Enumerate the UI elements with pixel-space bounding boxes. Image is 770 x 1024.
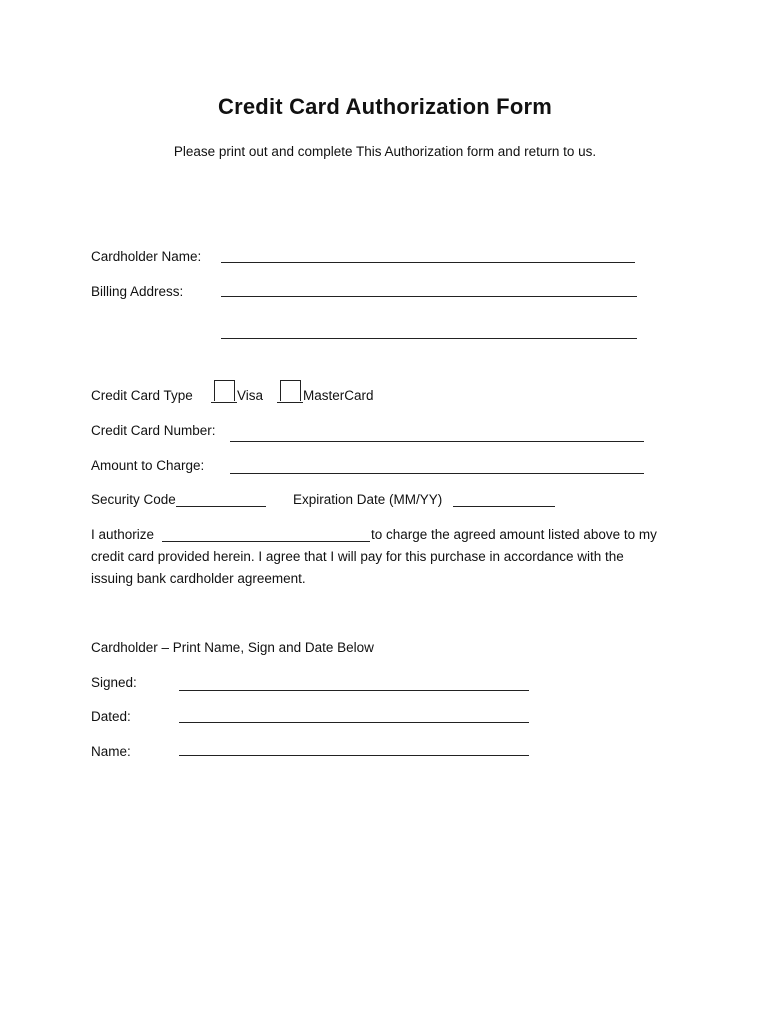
credit-card-number-field[interactable] <box>230 441 644 442</box>
billing-address-field-line1[interactable] <box>221 296 637 297</box>
authorized-party-field[interactable] <box>162 541 370 542</box>
expiration-date-field[interactable] <box>453 506 555 507</box>
credit-card-type-label: Credit Card Type <box>91 388 193 403</box>
amount-to-charge-field[interactable] <box>230 473 644 474</box>
visa-option-label: Visa <box>237 388 264 403</box>
dated-label: Dated: <box>91 709 131 724</box>
form-title: Credit Card Authorization Form <box>218 94 552 119</box>
signature-heading: Cardholder – Print Name, Sign and Date Below <box>91 640 374 655</box>
mastercard-checkbox[interactable] <box>280 380 301 401</box>
dated-field[interactable] <box>179 722 529 723</box>
visa-checkbox-underline <box>211 402 237 403</box>
security-code-label: Security Code <box>91 492 176 507</box>
form-subtitle: Please print out and complete This Authorization form and return to us. <box>173 144 597 159</box>
amount-to-charge-label: Amount to Charge: <box>91 458 205 473</box>
signed-label: Signed: <box>91 675 137 690</box>
name-label: Name: <box>91 744 131 759</box>
visa-checkbox[interactable] <box>214 380 235 401</box>
authorization-prefix: I authorize <box>91 527 155 542</box>
mastercard-option-label: MasterCard <box>303 388 374 403</box>
signed-field[interactable] <box>179 690 529 691</box>
expiration-date-label: Expiration Date (MM/YY) <box>293 492 443 507</box>
billing-address-field-line2[interactable] <box>221 338 637 339</box>
cardholder-name-field[interactable] <box>221 262 635 263</box>
security-code-field[interactable] <box>176 506 266 507</box>
name-field[interactable] <box>179 755 529 756</box>
mastercard-checkbox-underline <box>277 402 303 403</box>
cardholder-name-label: Cardholder Name: <box>91 249 202 264</box>
authorization-line2: credit card provided herein. I agree that I will pay for this purchase in accordance with the <box>91 549 624 564</box>
authorization-line1-suffix: to charge the agreed amount listed above to my <box>371 527 657 542</box>
billing-address-label: Billing Address: <box>91 284 184 299</box>
credit-card-number-label: Credit Card Number: <box>91 423 216 438</box>
authorization-line3: issuing bank cardholder agreement. <box>91 571 306 586</box>
